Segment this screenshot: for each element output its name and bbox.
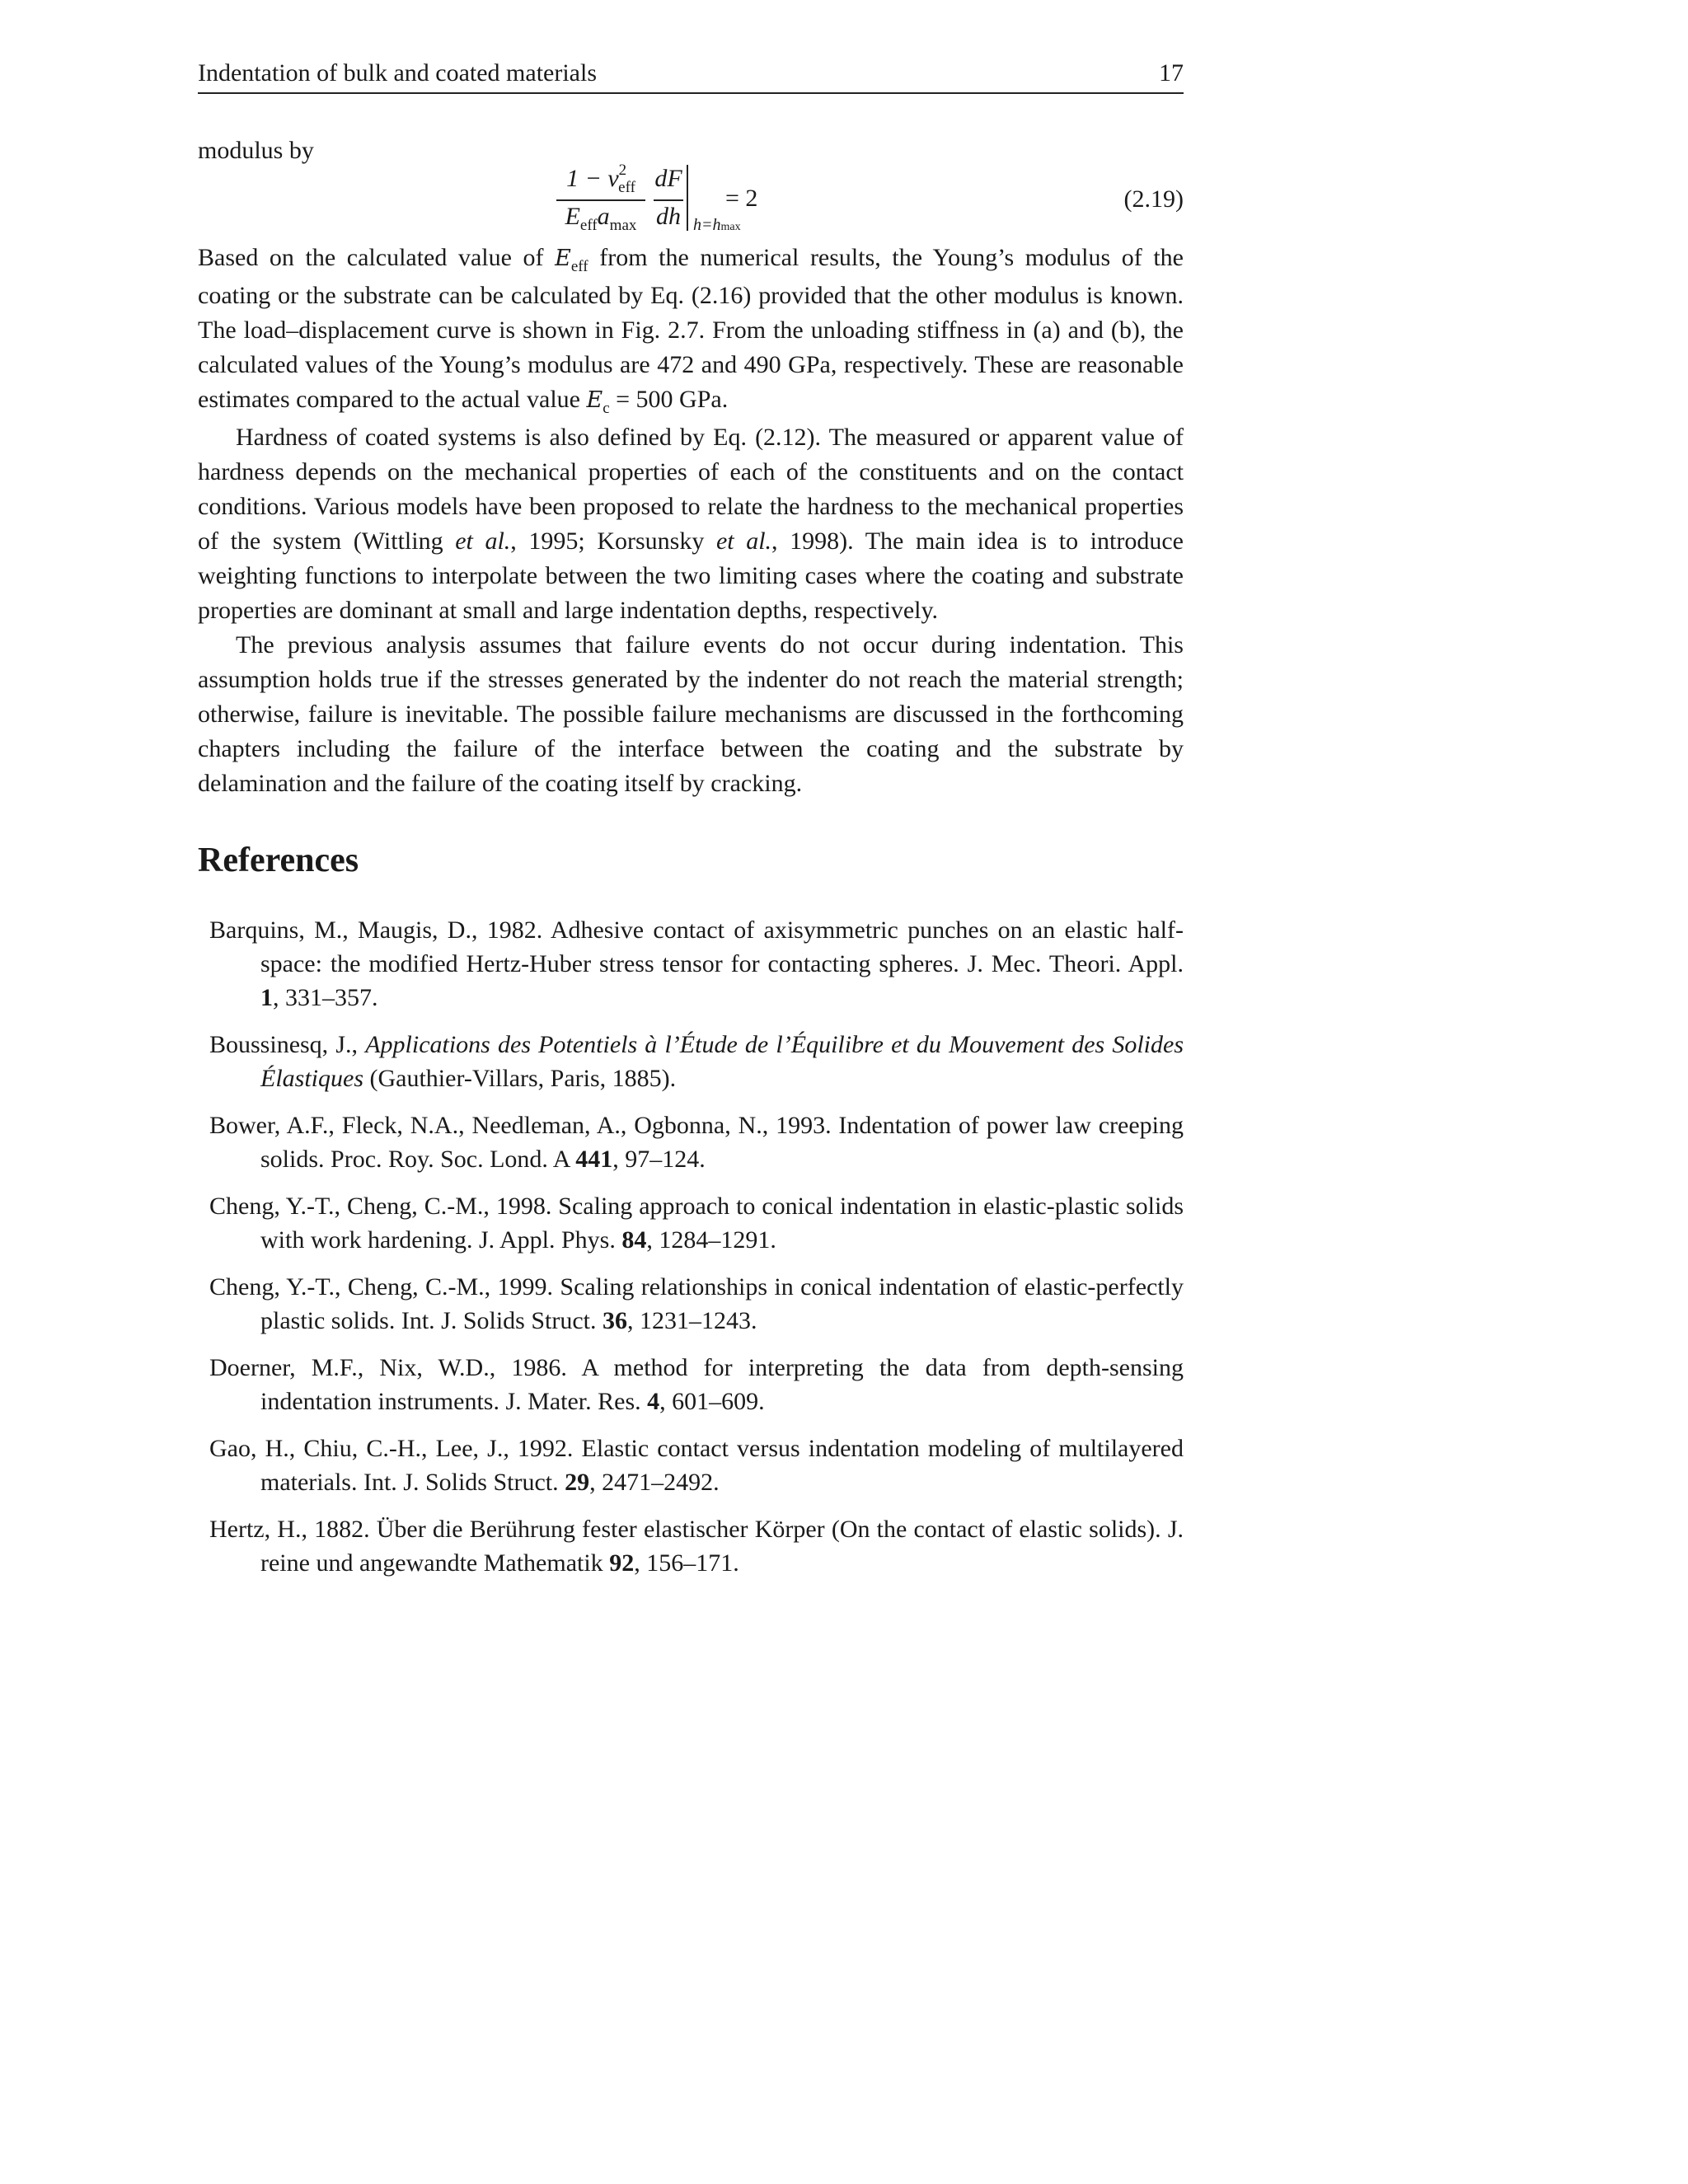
reference-item: Barquins, M., Maugis, D., 1982. Adhesive contact of axisymmetric punches on an elastic half-space: the modified Hertz-Huber stress tensor for contacting spheres. J. Mec. Theori. Appl. 1, 331–357. <box>209 916 1184 1011</box>
reference-item: Cheng, Y.-T., Cheng, C.-M., 1998. Scaling approach to conical indentation in elastic-plastic solids with work hardening. J. Appl. Phys. 84, 1284–1291. <box>209 1193 1184 1254</box>
equation-rhs: = 2 <box>725 185 758 212</box>
eq-dh: dh <box>656 203 681 230</box>
fraction-1 <box>556 162 645 237</box>
reference-item: Boussinesq, J., Applications des Potentiels à l’Étude de l’Équilibre et du Mouvement des Solides Élastiques (Gauthier-Villars, Paris, 1885). <box>209 1031 1184 1092</box>
fraction-2 <box>654 165 683 237</box>
equation-2-19 <box>198 162 1184 243</box>
eq-den-a: E <box>565 203 580 230</box>
reference-item: Cheng, Y.-T., Cheng, C.-M., 1999. Scaling relationships in conical indentation of elastic-perfectly plastic solids. Int. J. Solids Struct. 36, 1231–1243. <box>209 1273 1184 1334</box>
eq-num-sup: 2 <box>618 162 627 179</box>
running-header <box>198 58 1184 94</box>
reference-item: Bower, A.F., Fleck, N.A., Needleman, A., Ogbonna, N., 1993. Indentation of power law creeping solids. Proc. Roy. Soc. Lond. A 441, 97–124. <box>209 1112 1184 1173</box>
lead-text: modulus by <box>198 137 314 164</box>
paragraph-1: Based on the calculated value of $E_{eff}$ from the numerical results, the Young’s modulus of the coating or the substrate can be calculated by Eq. (2.16) provided that the other modulus is known. The load–displacement curve is shown in Fig. 2.7. From the unloading stiffness in (a) and (b), the calculated values of the Young’s modulus are 472 and 490 GPa, respectively. These are reasonable estimates compared to the actual value $E_c = 500$ GPa. <box>198 244 1184 417</box>
eq-dF: dF <box>654 165 682 192</box>
reference-item: Doerner, M.F., Nix, W.D., 1986. A method for interpreting the data from depth-sensing indentation instruments. J. Mater. Res. 4, 601–609. <box>209 1354 1184 1415</box>
eq-den-sub1: eff <box>579 217 598 234</box>
reference-item: Gao, H., Chiu, C.-H., Lee, J., 1992. Elastic contact versus indentation modeling of multilayered materials. Int. J. Solids Struct. 29, 2471–2492. <box>209 1435 1184 1496</box>
eq-num-a: 1 − ν <box>566 165 619 192</box>
equation-number: (2.19) <box>1123 185 1184 213</box>
evaluation-bar <box>687 165 688 231</box>
paragraph-2: Hardness of coated systems is also defined by Eq. (2.12). The measured or apparent value of hardness depends on the mechanical properties of each of the constituents and on the contact conditions. Various models have been proposed to relate the hardness to the mechanical properties of the system (Wittling et al., 1995; Korsunsky et al., 1998). The main idea is to introduce weighting functions to interpolate between the two limiting cases where the coating and substrate properties are dominant at small and large indentation depths, respectively. <box>198 424 1184 624</box>
running-title: Indentation of bulk and coated materials <box>198 59 597 87</box>
reference-list <box>209 913 1184 1593</box>
evaluation-point: h=hmax <box>693 216 741 234</box>
eq-num-sub: eff <box>618 179 635 196</box>
paragraph-3: The previous analysis assumes that failure events do not occur during indentation. This assumption holds true if the stresses generated by the indenter do not reach the material strength; otherwise, failure is inevitable. The possible failure mechanisms are discussed in the forthcoming chapters including the failure of the interface between the coating and the substrate by delamination and the failure of the coating itself by cracking. <box>198 631 1184 797</box>
references-heading: References <box>198 841 359 879</box>
reference-item: Hertz, H., 1882. Über die Berührung fester elastischer Körper (On the contact of elastic solids). J. reine und angewandte Mathematik 92, 156–171. <box>209 1516 1184 1577</box>
page-number: 17 <box>1159 59 1184 87</box>
eq-den-b: a <box>597 203 610 230</box>
body-text <box>198 241 1184 801</box>
eq-den-sub2: max <box>609 217 637 234</box>
